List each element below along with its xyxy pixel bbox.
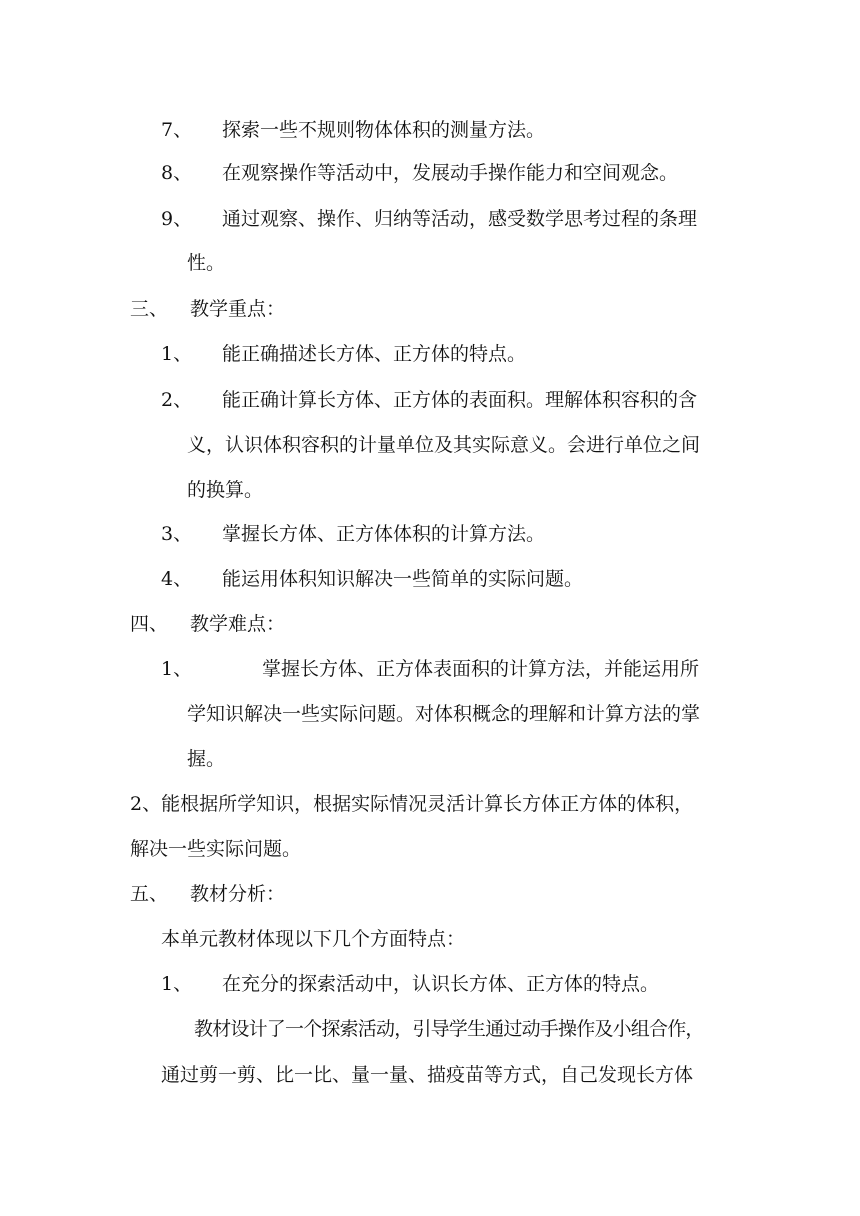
section-heading: 教学难点： — [190, 613, 286, 635]
section-heading: 教学重点： — [190, 298, 286, 320]
section-heading: 教材分析： — [190, 883, 286, 905]
list-item-text: 能正确描述长方体、正方体的特点。 — [222, 343, 527, 365]
list-item-text: 通过观察、操作、归纳等活动，感受数学思考过程的条理 — [222, 208, 698, 230]
paragraph-line: 2、能根据所学知识，根据实际情况灵活计算长方体正方体的体积， — [130, 793, 694, 815]
list-number: 1、 — [161, 658, 193, 680]
list-number: 9、 — [161, 208, 193, 230]
list-item-continuation: 握。 — [187, 748, 226, 770]
section-number: 四、 — [130, 613, 169, 635]
section-number: 三、 — [130, 298, 169, 320]
list-item-text: 掌握长方体、正方体表面积的计算方法，并能运用所 — [262, 658, 700, 680]
list-item-text: 在充分的探索活动中，认识长方体、正方体的特点。 — [222, 973, 660, 995]
list-number: 1、 — [161, 973, 193, 995]
list-item-text: 能正确计算长方体、正方体的表面积。理解体积容积的含 — [222, 389, 698, 411]
section-number: 五、 — [130, 883, 169, 905]
list-number: 4、 — [161, 568, 193, 590]
list-item-continuation: 学知识解决一些实际问题。对体积概念的理解和计算方法的掌 — [187, 703, 701, 725]
list-item-continuation: 性。 — [187, 252, 226, 274]
list-item-text: 探索一些不规则物体体积的测量方法。 — [222, 119, 546, 141]
list-number: 3、 — [161, 523, 193, 545]
list-item-text: 能运用体积知识解决一些简单的实际问题。 — [222, 568, 584, 590]
list-item-text: 掌握长方体、正方体体积的计算方法。 — [222, 523, 546, 545]
list-number: 7、 — [161, 119, 193, 141]
list-item-continuation: 义，认识体积容积的计量单位及其实际意义。会进行单位之间 — [187, 434, 701, 456]
paragraph-line: 解决一些实际问题。 — [130, 838, 302, 860]
paragraph-line: 本单元教材体现以下几个方面特点： — [161, 928, 466, 950]
list-item-text: 在观察操作等活动中，发展动手操作能力和空间观念。 — [222, 162, 679, 184]
list-item-continuation: 的换算。 — [187, 479, 264, 501]
list-number: 1、 — [161, 343, 193, 365]
paragraph-line: 教材设计了一个探索活动，引导学生通过动手操作及小组合作， — [194, 1018, 704, 1040]
paragraph-line: 通过剪一剪、比一比、量一量、描疫苗等方式，自己发现长方体 — [161, 1064, 694, 1086]
list-number: 2、 — [161, 389, 193, 411]
list-number: 8、 — [161, 162, 193, 184]
